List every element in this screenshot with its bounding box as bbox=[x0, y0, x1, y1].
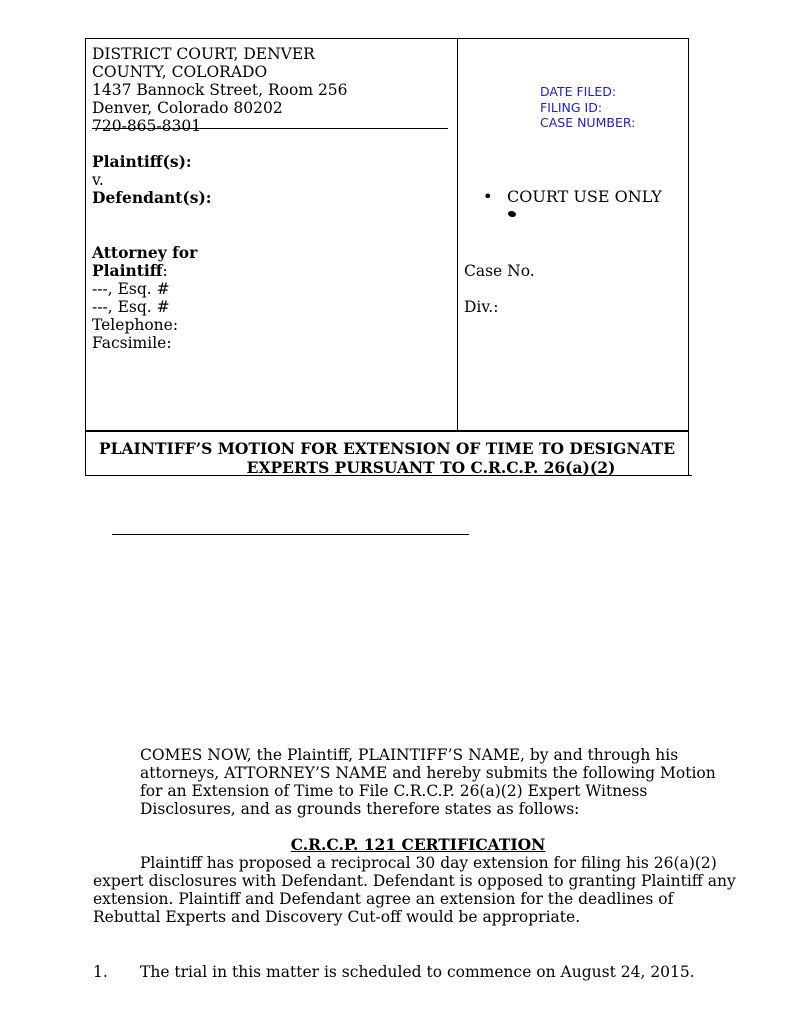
caption-vertical-divider bbox=[457, 38, 458, 432]
certification-paragraph bbox=[93, 854, 743, 926]
court-use-only bbox=[483, 188, 662, 206]
case-number-label: CASE NUMBER: bbox=[540, 115, 636, 130]
attorney-facsimile: Facsimile: bbox=[92, 334, 172, 352]
case-no-label: Case No. bbox=[464, 262, 535, 280]
defendant-label: Defendant(s): bbox=[92, 188, 212, 207]
filing-id-label: FILING ID: bbox=[540, 99, 603, 115]
intro-paragraph: COMES NOW, the Plaintiff, PLAINTIFF’S NAME, by and through his attorneys, ATTORNEY’S NAME and hereby submits the following Motion for an Extension of Time to File C.R.C.P. 26(a)(2) Expert Witness Disclosures, and as grounds therefore states as follows: bbox=[140, 746, 716, 818]
phone-underline-rule bbox=[92, 128, 448, 129]
attorney-label-colon: : bbox=[162, 262, 168, 280]
court-phone: 720-865-8301 bbox=[92, 117, 202, 135]
item-text: The trial in this matter is scheduled to commence on August 24, 2015. bbox=[140, 963, 695, 981]
horizontal-rule bbox=[112, 534, 469, 535]
item-number: 1. bbox=[93, 963, 108, 981]
attorney-line-1: ---, Esq. # bbox=[92, 280, 170, 298]
attorney-telephone: Telephone: bbox=[92, 316, 179, 334]
certification-text: Plaintiff has proposed a reciprocal 30 day extension for filing his 26(a)(2) expert disclosures with Defendant. Defendant is opposed to granting Plaintiff any extension. Plaintiff and Defendant agree an extension for the deadlines of Rebuttal Experts and Discovery Cut-off would be appropriate. bbox=[93, 854, 736, 926]
title-underline-rule bbox=[484, 475, 692, 476]
certification-heading: C.R.C.P. 121 CERTIFICATION bbox=[290, 835, 546, 854]
bullet-icon: • bbox=[483, 187, 493, 206]
motion-title-line-1: PLAINTIFF’S MOTION FOR EXTENSION OF TIME TO DESIGNATE bbox=[98, 439, 676, 458]
court-address-city: Denver, Colorado 80202 bbox=[92, 99, 283, 117]
motion-title bbox=[90, 439, 684, 477]
attorney-label-line-1: Attorney for bbox=[92, 243, 198, 262]
numbered-item-1 bbox=[93, 963, 695, 981]
versus-label: v. bbox=[92, 171, 104, 189]
caption-horizontal-divider bbox=[85, 430, 689, 432]
attorney-line-2: ---, Esq. # bbox=[92, 298, 170, 316]
filing-info bbox=[540, 84, 635, 131]
division-label: Div.: bbox=[464, 298, 499, 316]
attorney-label-plaintiff: Plaintiff bbox=[92, 261, 163, 280]
plaintiff-label: Plaintiff(s): bbox=[92, 152, 192, 171]
court-use-only-label: COURT USE ONLY bbox=[507, 187, 662, 206]
court-name-line-1: DISTRICT COURT, DENVER bbox=[92, 45, 315, 63]
court-address-street: 1437 Bannock Street, Room 256 bbox=[92, 81, 348, 99]
court-name-line-2: COUNTY, COLORADO bbox=[92, 63, 268, 81]
attorney-label-line-2 bbox=[92, 262, 452, 280]
date-filed-label: DATE FILED: bbox=[540, 84, 617, 99]
motion-title-line-2: EXPERTS PURSUANT TO C.R.C.P. 26(a)(2) bbox=[246, 458, 616, 477]
court-caption-left bbox=[92, 45, 452, 352]
